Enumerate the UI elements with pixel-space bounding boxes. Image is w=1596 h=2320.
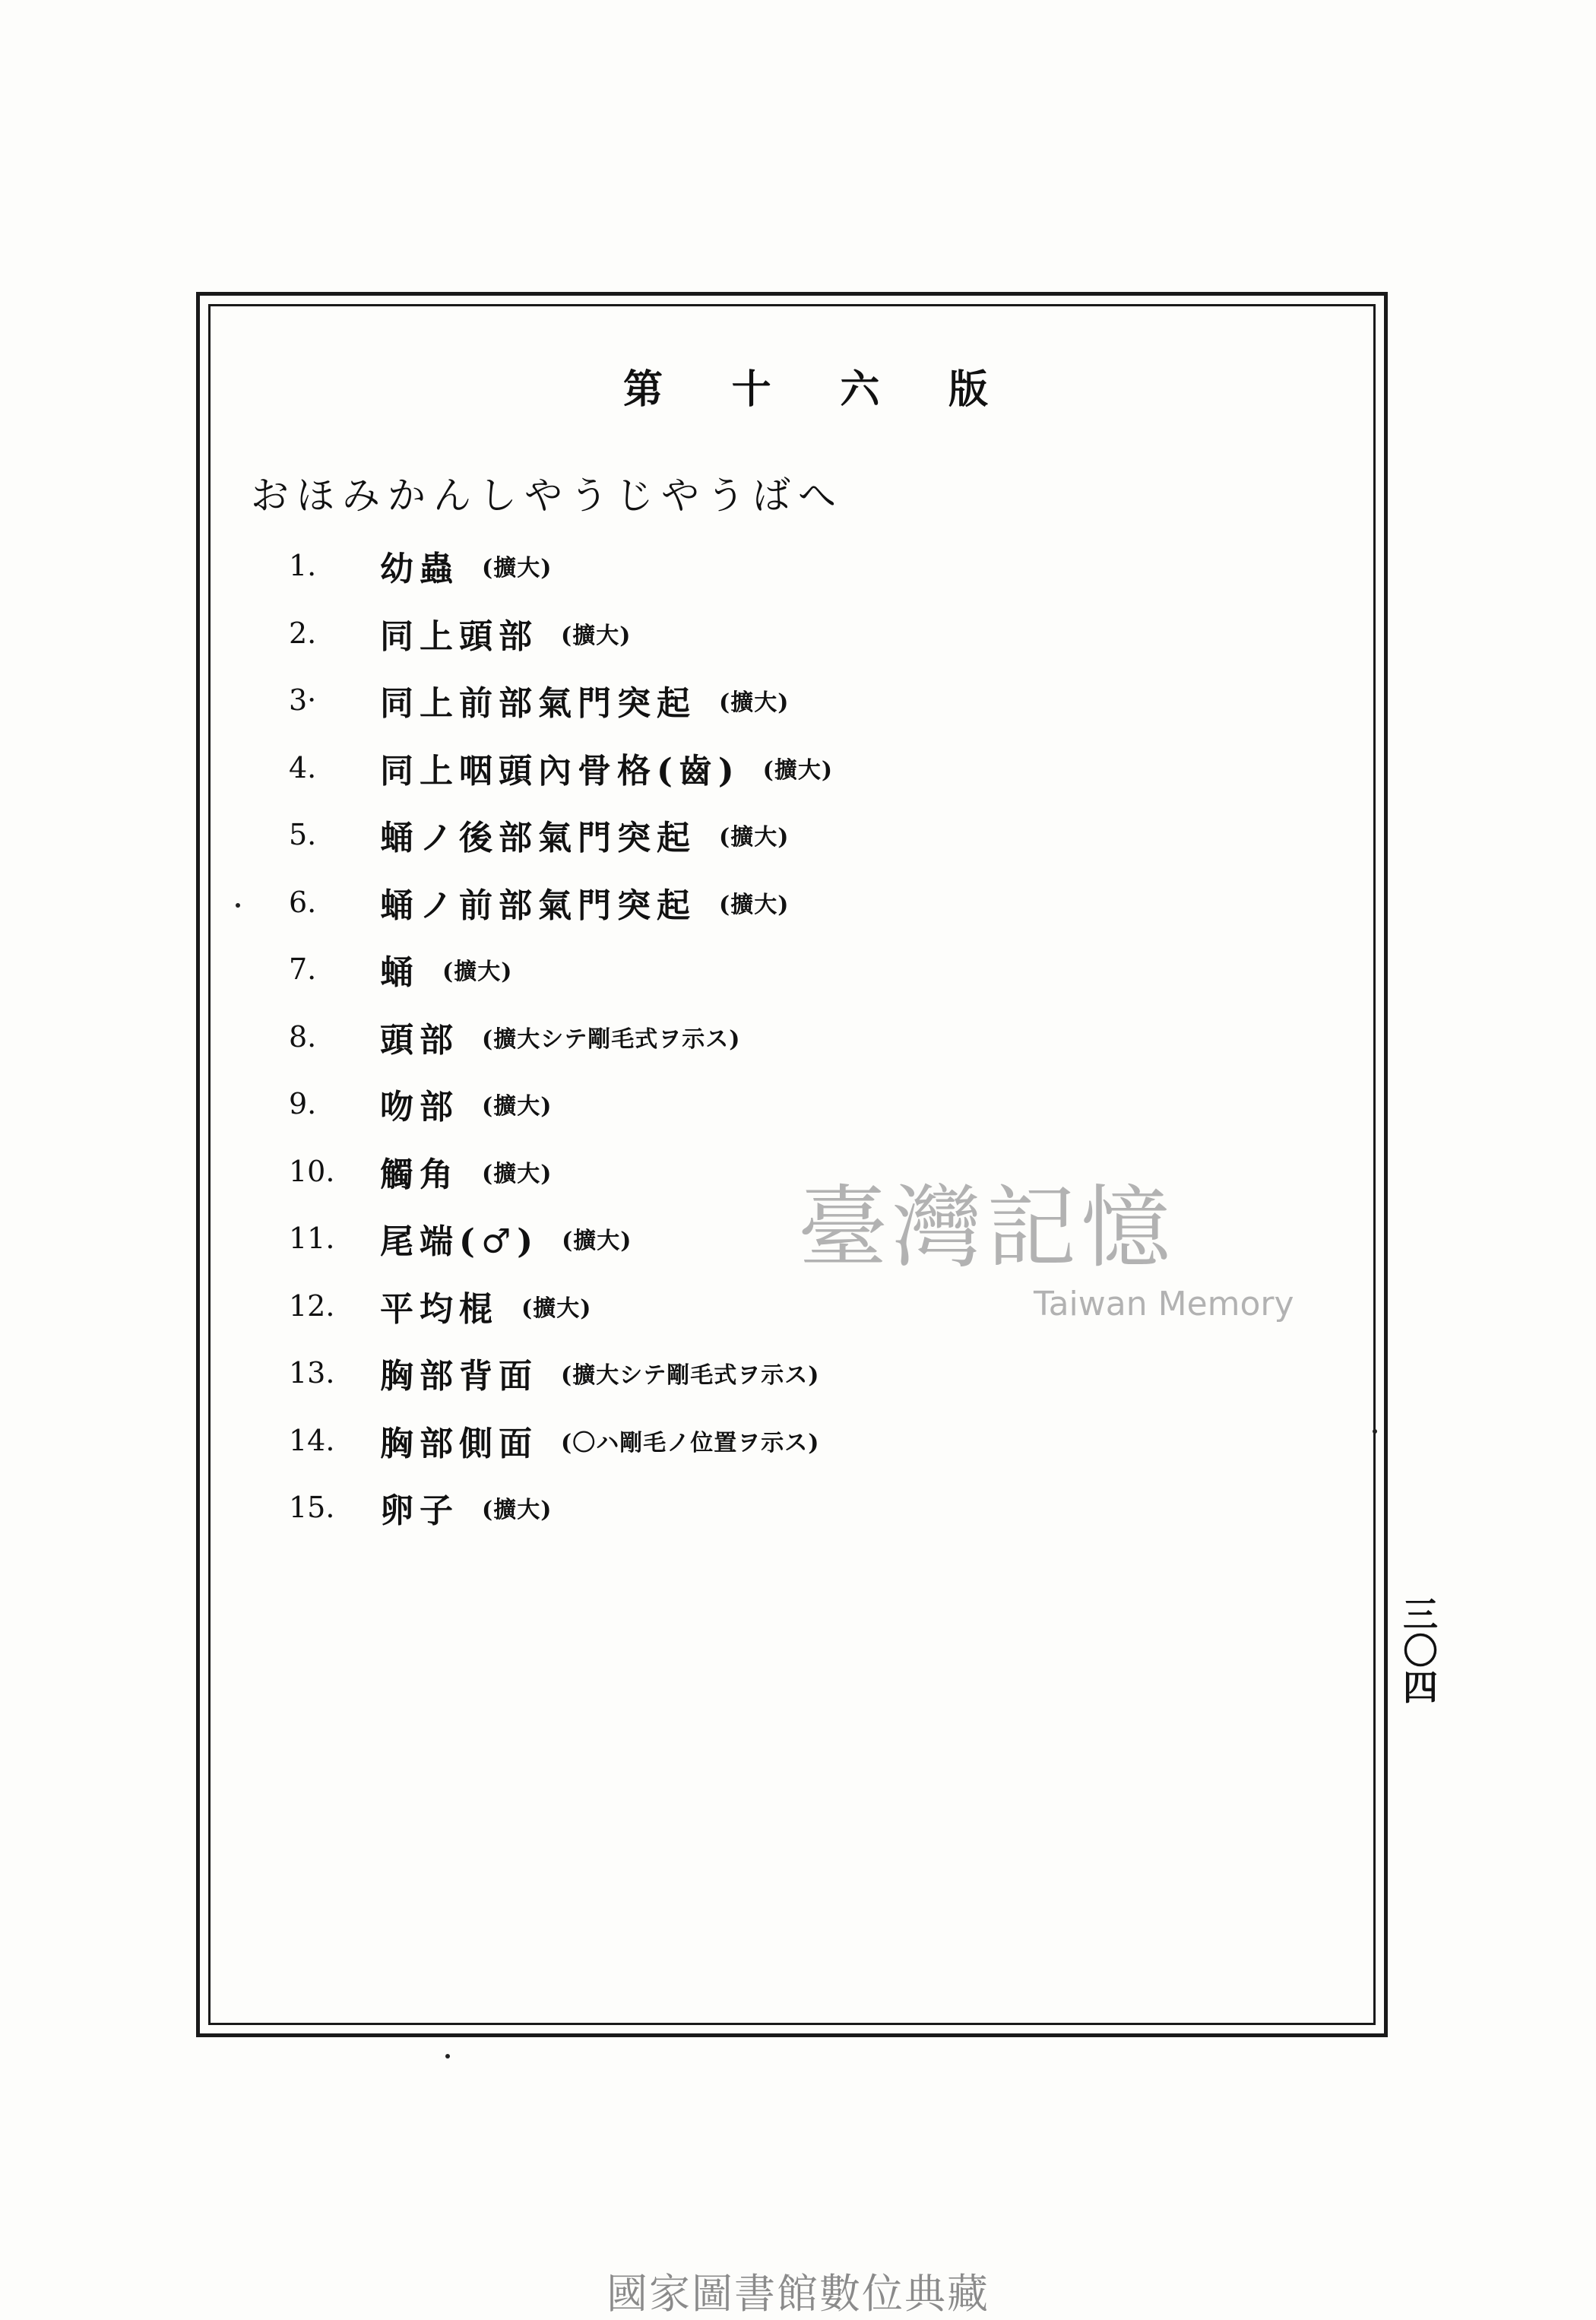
item-text: 蛹 <box>380 953 420 993</box>
item-number: 2. <box>289 616 317 650</box>
item-note: (擴大) <box>442 959 513 986</box>
item-note: (擴大) <box>762 756 834 784</box>
item-number: 1. <box>289 549 317 583</box>
list-item <box>289 1474 1277 1542</box>
item-note: (擴大) <box>561 622 632 649</box>
list-item <box>289 734 1277 802</box>
item-text: 胸部背面 <box>380 1357 538 1396</box>
plate-title-char: 版 <box>948 366 988 413</box>
list-item <box>289 801 1277 869</box>
list-item <box>289 1407 1277 1475</box>
plate-title <box>623 357 988 414</box>
item-number: 7. <box>289 952 317 987</box>
item-text: 幼蟲 <box>380 550 459 589</box>
item-number: 14. <box>289 1423 335 1457</box>
list-item <box>289 869 1277 937</box>
page-number: 三〇四 <box>1403 1594 1438 1708</box>
scan-speck <box>1373 1429 1377 1434</box>
item-note: (擴大) <box>719 689 790 717</box>
footer-credit: 國家圖書館數位典藏 <box>606 2270 990 2318</box>
item-number: 6. <box>289 885 317 919</box>
item-number: 12. <box>289 1288 335 1323</box>
plate-title-char: 第 <box>623 366 663 413</box>
watermark-en: Taiwan Memory <box>1034 1285 1294 1323</box>
list-item <box>289 1339 1277 1407</box>
list-item <box>289 532 1277 600</box>
watermark-cjk: 臺灣記憶 <box>798 1175 1176 1280</box>
item-number: 15. <box>289 1491 335 1525</box>
scan-speck <box>445 2054 450 2059</box>
item-number: 11. <box>289 1222 335 1256</box>
watermark <box>798 1155 1300 1338</box>
figure-list <box>289 532 1277 1542</box>
item-number: 3· <box>289 683 317 718</box>
item-note: (擴大) <box>482 1093 553 1120</box>
list-item <box>289 1003 1277 1071</box>
item-note: (擴大) <box>719 824 790 851</box>
list-item <box>289 936 1277 1003</box>
item-number: 4. <box>289 750 317 784</box>
item-text: 蛹ノ前部氣門突起 <box>380 886 696 925</box>
item-note: (擴大) <box>719 891 790 918</box>
item-text: 平均棍 <box>380 1289 499 1329</box>
item-text: 同上前部氣門突起 <box>380 684 696 724</box>
list-item <box>289 1070 1277 1138</box>
plate-title-char: 十 <box>731 366 771 413</box>
item-number: 10. <box>289 1154 335 1188</box>
list-item <box>289 667 1277 734</box>
item-text: 同上頭部 <box>380 616 538 656</box>
scan-speck <box>236 903 240 908</box>
item-text: 蛹ノ後部氣門突起 <box>380 819 696 858</box>
item-note: (〇ハ剛毛ノ位置ヲ示ス) <box>561 1429 820 1456</box>
item-note: (擴大シテ剛毛式ヲ示ス) <box>561 1362 820 1390</box>
item-note: (擴大) <box>521 1295 592 1322</box>
item-text: 觸角 <box>380 1155 459 1194</box>
item-number: 9. <box>289 1087 317 1121</box>
species-name: おほみかんしやうじやうばへ <box>251 474 844 518</box>
item-text: 吻部 <box>380 1088 459 1127</box>
item-note: (擴大) <box>482 555 553 582</box>
item-text: 胸部側面 <box>380 1424 538 1463</box>
item-text: 尾端(♂) <box>380 1222 540 1262</box>
item-note: (擴大) <box>562 1228 632 1255</box>
item-number: 5. <box>289 818 317 852</box>
list-item <box>289 600 1277 667</box>
item-text: 同上咽頭內骨格(齒) <box>380 751 740 791</box>
item-note: (擴大) <box>482 1497 553 1524</box>
plate-title-char: 六 <box>840 366 880 413</box>
item-number: 13. <box>289 1356 335 1390</box>
item-text: 卵子 <box>380 1491 459 1531</box>
item-number: 8. <box>289 1019 317 1054</box>
item-text: 頭部 <box>380 1020 459 1060</box>
item-note: (擴大シテ剛毛式ヲ示ス) <box>482 1025 741 1053</box>
item-note: (擴大) <box>482 1160 553 1187</box>
